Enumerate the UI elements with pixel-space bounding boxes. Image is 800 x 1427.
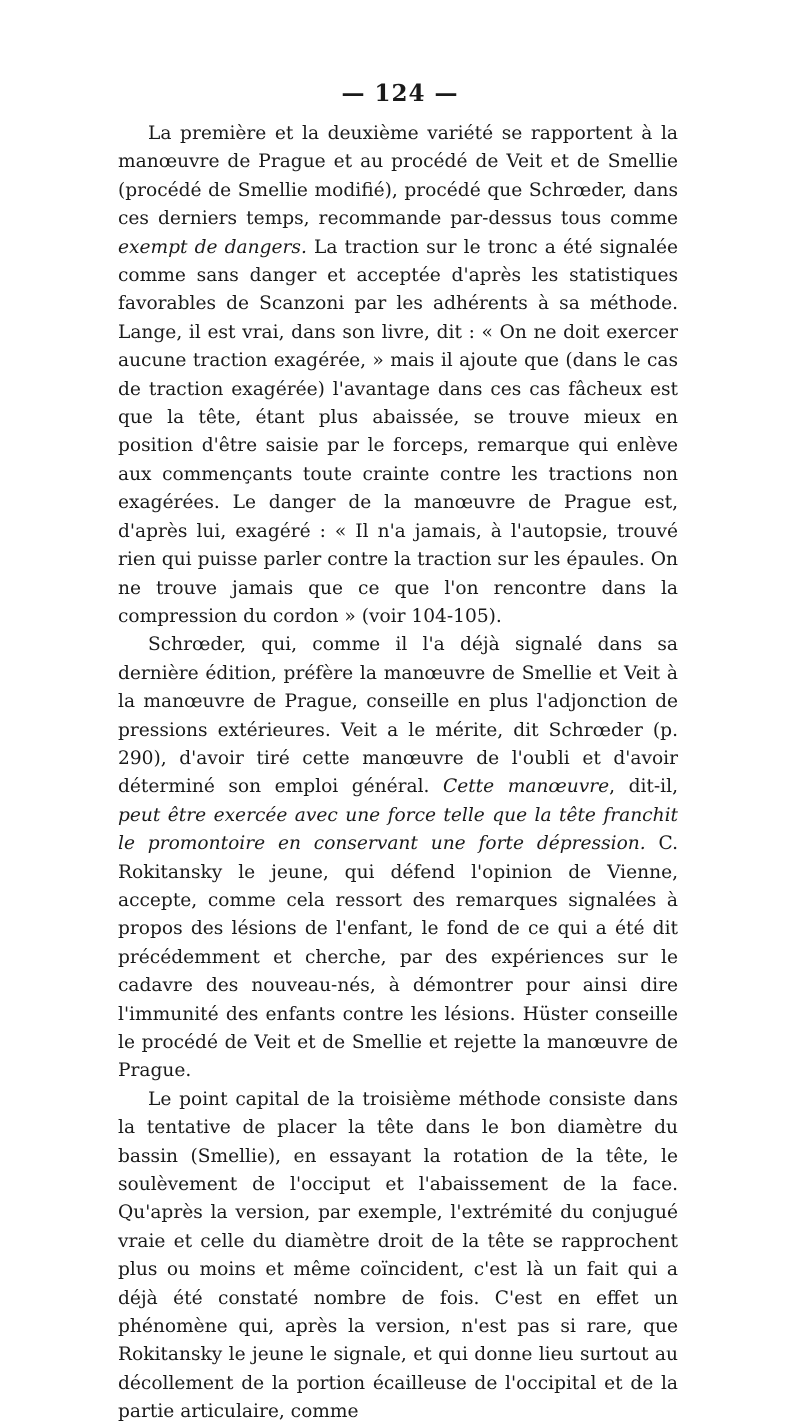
text-run: C. Rokitansky le jeune, qui défend l'opinion de Vienne, accepte, comme cela ressort des remarques signalées à propos des lésions de l'enfant, le fond de ce qui a été dit précédemment et cherche, par des expériences sur le cadavre des nouveau-nés, à démontrer pour ainsi dire l'immunité des enfants contre les lésions. Hüster conseille le procédé de Veit et de Smellie et rejette la manœuvre de Prague. (118, 833, 678, 1082)
paragraph-2 (118, 631, 678, 1086)
text-run: La traction sur le tronc a été signalée comme sans danger et acceptée d'après les statistiques favorables de Scanzoni par les adhérents à sa méthode. Lange, il est vrai, dans son livre, dit : « On ne doit exercer aucune traction exagérée, » mais il ajoute que (dans le cas de traction exagérée) l'avantage dans ces cas fâcheux est que la tête, étant plus abaissée, se trouve mieux en position d'être saisie par le forceps, remarque qui enlève aux commençants toute crainte contre les tractions non exagérées. Le danger de la manœuvre de Prague est, d'après lui, exagéré : « Il n'a jamais, à l'autopsie, trouvé rien qui puisse parler contre la traction sur les épaules. On ne trouve jamais que ce que l'on rencontre dans la compression du cordon » (voir 104-105). (118, 236, 679, 627)
italic-run: peut être exercée avec une force telle que la tête franchit le promontoire en conservant une forte dépression. (118, 804, 678, 855)
text-run: La première et la deuxième variété se rapportent à la manœuvre de Prague et au procédé de Veit et de Smellie (procédé de Smellie modifié), procédé que Schrœder, dans ces derniers temps, recommande par-dessus tous comme (118, 123, 678, 230)
italic-run: exempt de dangers. (118, 236, 307, 258)
text-run: Schrœder, qui, comme il l'a déjà signalé dans sa dernière édition, préfère la manœuvre de Smellie et Veit à la manœuvre de Prague, conseille en plus l'adjonction de pressions extérieures. Veit a le mérite, dit Schrœder (p. 290), d'avoir tiré cette manœuvre de l'oubli et d'avoir déterminé son emploi général. (118, 634, 678, 798)
italic-run: Cette manœuvre (442, 776, 610, 798)
text-run: Le point capital de la troisième méthode consiste dans la tentative de placer la tête dans le bon diamètre du bassin (Smellie), en essayant la rotation de la tête, le soulèvement de l'occiput et l'abaissement de la face. Qu'après la version, par exemple, l'extrémité du conjugué vraie et celle du diamètre droit de la tête se rapprochent plus ou moins et même coïncident, c'est là un fait qui a déjà été constaté nombre de fois. C'est en effet un phénomène qui, après la version, n'est pas si rare, que Rokitansky le jeune le signale, et qui donne lieu surtout au décollement de la portion écailleuse de l'occipital et de la partie articulaire, comme (118, 1088, 678, 1423)
text-run: , dit-il, (609, 776, 678, 798)
paragraph-3 (118, 1086, 678, 1427)
page-number: — 124 — (341, 80, 459, 107)
paragraph-1 (118, 120, 678, 631)
body-text (118, 120, 678, 1427)
